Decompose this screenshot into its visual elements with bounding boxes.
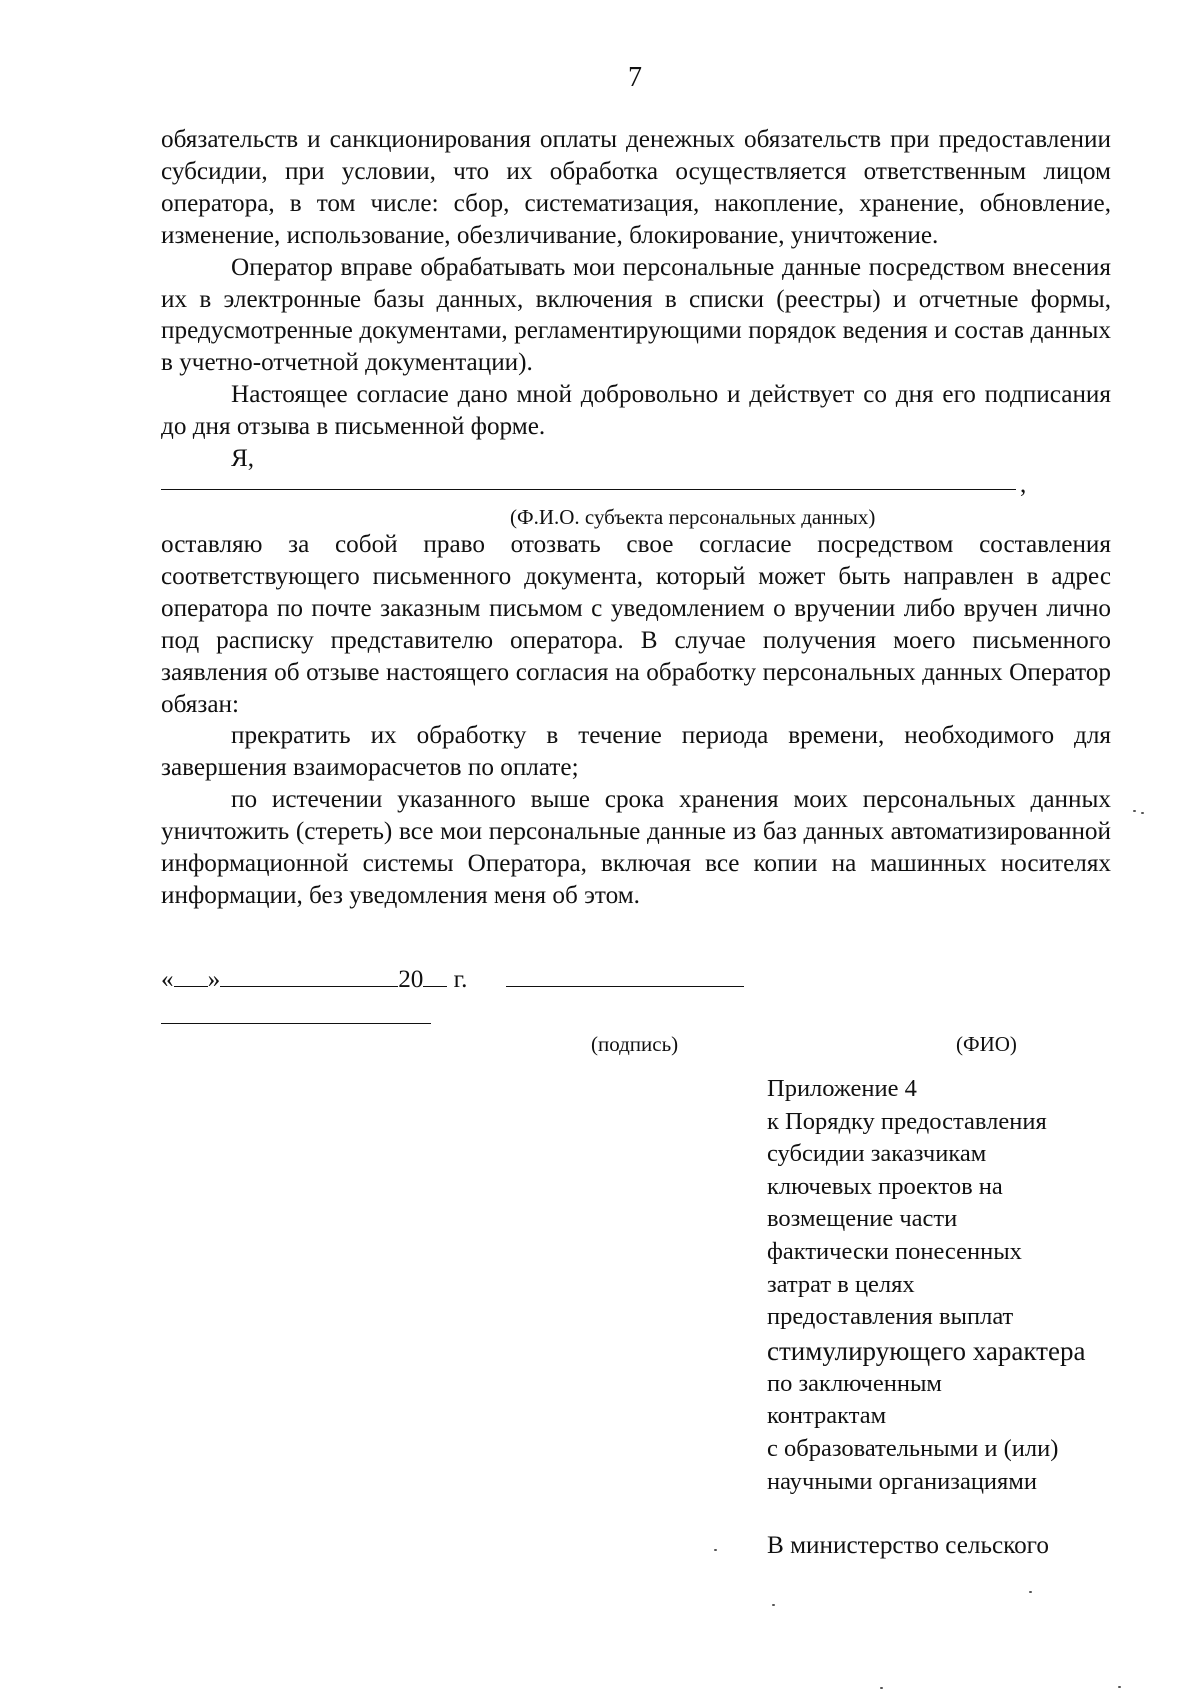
signature-caption: (подпись): [591, 1032, 679, 1056]
scan-speck: [1118, 1686, 1121, 1688]
paragraph-consent-validity: Настоящее согласие дано мной добровольно и действует со дня его подписания до дня отзыва в письменной форме.: [161, 381, 1111, 441]
scan-speck: [1133, 810, 1136, 812]
scan-speck: [1141, 812, 1144, 814]
appendix-line: фактически понесенных: [767, 1237, 1022, 1265]
subject-name-field[interactable]: [161, 489, 1016, 490]
appendix-line: стимулирующего характера: [767, 1335, 1086, 1366]
appendix-line: по заключенным: [767, 1369, 942, 1397]
appendix-header: [767, 1073, 1127, 1498]
year-suffix: г.: [453, 966, 468, 993]
appendix-line: научными организациями: [767, 1467, 1037, 1495]
subject-name-line: [161, 470, 1111, 509]
appendix-line: возмещение части: [767, 1205, 958, 1233]
scan-speck: [714, 1549, 717, 1551]
appendix-line: субсидии заказчикам: [767, 1140, 987, 1168]
date-line: [161, 964, 744, 995]
appendix-line: к Порядку предоставления: [767, 1107, 1047, 1135]
consent-body: [161, 124, 1111, 912]
appendix-line: ключевых проектов на: [767, 1172, 1003, 1200]
open-quote: «: [161, 966, 174, 993]
year-prefix: 20: [398, 966, 424, 993]
scan-speck: [772, 1604, 775, 1606]
close-quote: »: [207, 966, 221, 993]
appendix-line: предоставления выплат: [767, 1303, 1014, 1331]
scan-speck: [880, 1687, 883, 1689]
fio-signature-field[interactable]: [506, 964, 744, 987]
appendix-line: затрат в целях: [767, 1270, 915, 1298]
day-field[interactable]: [174, 964, 208, 987]
name-comma: ,: [1020, 470, 1027, 498]
year-field[interactable]: [423, 964, 447, 987]
scan-speck: [1029, 1591, 1032, 1593]
paragraph-obligations: обязательств и санкционирования оплаты денежных обязательств при предоставлении субсидии, при условии, что их обработка осуществляется ответственным лицом оператора, в том числе: сбор, систематизация, накопление, хранение, обновление, изменение, использование, обезличивание, блокирование, уничтожение.: [161, 126, 1111, 249]
addressee-line: В министерство сельского: [767, 1532, 1049, 1559]
appendix-line: контрактам: [767, 1402, 887, 1430]
appendix-line: Приложение 4: [767, 1075, 917, 1102]
paragraph-operator-rights: Оператор вправе обрабатывать мои персональные данные посредством внесения их в электронные базы данных, включения в списки (реестры) и отчетные формы, предусмотренные документами, регламентирующими порядок ведения и состав данных в учетно-отчетной документации).: [161, 253, 1111, 377]
appendix-line: с образовательными и (или): [767, 1434, 1059, 1462]
fio-caption: (ФИО): [956, 1032, 1017, 1056]
paragraph-stop-processing: прекратить их обработку в течение периода времени, необходимого для завершения взаиморасчетов по оплате;: [161, 722, 1111, 782]
paragraph-ya: Я,: [231, 445, 255, 473]
paragraph-destroy-data: по истечении указанного выше срока хранения моих персональных данных уничтожить (стереть) все мои персональные данные из баз данных автоматизированной информационной системы Оператора, включая все копии на машинных носителях информации, без уведомления меня об этом.: [161, 786, 1111, 909]
signature-field[interactable]: [161, 1023, 431, 1024]
month-field[interactable]: [220, 964, 398, 987]
subject-name-caption: (Ф.И.О. субъекта персональных данных): [510, 504, 876, 529]
paragraph-revocation: оставляю за собой право отозвать свое согласие посредством составления соответствующего письменного документа, который может быть направлен в адрес оператора по почте заказным письмом с уведомлением о вручении либо вручен лично под расписку представителю оператора. В случае получения моего письменного заявления об отзыве настоящего согласия на обработку персональных данных Оператор обязан:: [161, 530, 1111, 718]
page-number: 7: [628, 62, 642, 93]
